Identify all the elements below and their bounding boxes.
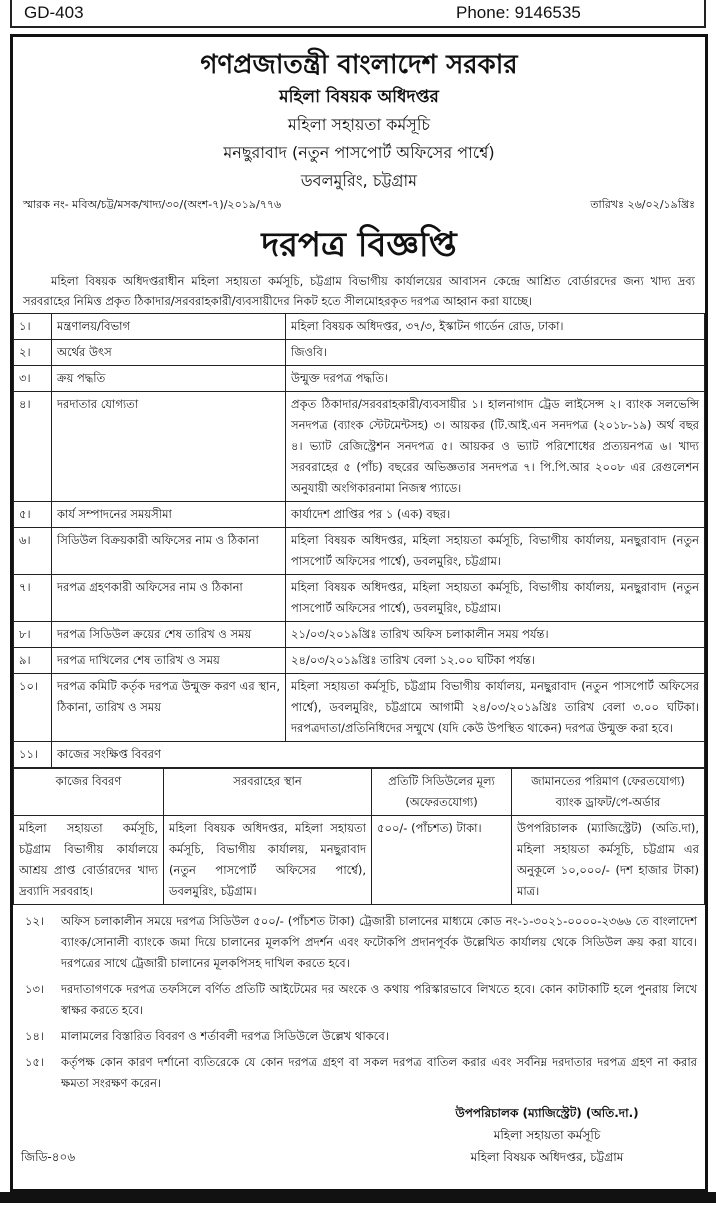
department-name: মহিলা বিষয়ক অধিদপ্তর (279, 87, 439, 107)
table-header-row (14, 769, 705, 816)
row-number: ১১। (14, 742, 52, 768)
address-line-2: ডবলমুরিং, চট্টগ্রাম (300, 171, 418, 190)
row-number: ১০। (14, 674, 52, 742)
column-header: প্রতিটি সিডিউলের মূল্য (অফেরতযোগ্য) (372, 769, 512, 816)
row-value: কার্যাদেশ প্রাপ্তির পর ১ (এক) বছর। (286, 502, 705, 528)
footer-code: জিডি-৪০৬ (21, 1150, 76, 1164)
row-value: উন্মুক্ত দরপত্র পদ্ধতি। (286, 366, 705, 392)
row-label: দরপত্র কমিটি কর্তৃক দরপত্র উন্মুক্ত করণ এর স্থান, ঠিকানা, তারিখ ও সময় (52, 674, 286, 742)
work-description-table (13, 768, 705, 905)
table-row (14, 314, 705, 340)
row-label: সিডিউল বিক্রয়কারী অফিসের নাম ও ঠিকানা (52, 528, 286, 575)
row-value: জিওবি। (286, 340, 705, 366)
row-label: দরপত্র দাখিলের শেষ তারিখ ও সময় (52, 648, 286, 674)
signatory-program: মহিলা সহায়তা কর্মসূচি (493, 1128, 601, 1142)
row-label: দরদাতার যোগ্যতা (52, 392, 286, 502)
row-label: অর্থের উৎস (52, 340, 286, 366)
item-number: ১৫। (25, 1055, 45, 1069)
column-header: সরবরাহের স্থান (164, 769, 372, 816)
list-item (13, 979, 705, 1021)
row-value: মহিলা বিষয়ক অধিদপ্তর, ৩৭/৩, ইস্কাটন গার্ডেন রোড, ঢাকা। (286, 314, 705, 340)
item-text: দরদাতাগণকে দরপত্র তফসিলে বর্ণিত প্রতিটি আইটেমের দর অংকে ও কথায় পরিস্কারভাবে লিখতে হবে। কোন কাটাকাটি হলে পুনরায় লিখে স্বাক্ষর করতে হবে। (61, 982, 697, 1017)
table-row (14, 622, 705, 648)
item-text: মালামলের বিস্তারিত বিবরণ ও শর্তাবলী দরপত্র সিডিউলে উল্লেখ থাকবে। (61, 1029, 389, 1043)
bottom-border (0, 1192, 716, 1203)
header-strip (10, 0, 706, 28)
memo-number: স্মারক নং- মবিঅ/চট্ট/মসক/খাদ্য/৩০/(অংশ-৭)/২০১৯/৭৭৬ (23, 198, 282, 211)
table-row (14, 742, 705, 768)
table-row (14, 340, 705, 366)
table-row (14, 502, 705, 528)
row-number: ২। (14, 340, 52, 366)
row-label: কার্য সম্পাদনের সময়সীমা (52, 502, 286, 528)
row-number: ১। (14, 314, 52, 340)
list-item (13, 1052, 705, 1094)
row-label: ক্রয় পদ্ধতি (52, 366, 286, 392)
row-value: মহিলা বিষয়ক অধিদপ্তর, মহিলা সহায়তা কর্মসূচি, বিভাগীয় কার্যালয়, মনছুরাবাদ (নতুন পাসপোর্ট অফিসের পার্শ্বে), ডবলমুরিং, চট্টগ্রাম। (286, 575, 705, 622)
table-row (14, 366, 705, 392)
notice-title: দরপত্র বিজ্ঞপ্তি (261, 225, 457, 265)
row-value: প্রকৃত ঠিকাদার/সরবরাহকারী/ব্যবসায়ীর ১। হালনাগাদ ট্রেড লাইসেন্স ২। ব্যাংক সলভেন্সি সনদপত্র (ব্যাংক স্টেটমেন্টসহ) ৩। আয়কর (টি.আই.এন সনদপত্র (২০১৮-১৯) অর্থ বছর ৪। ভ্যাট রেজিস্ট্রেশন সনদপত্র ৫। আয়কর ও ভ্যাট পরিশোধের প্রত্যয়নপত্র ৬। খাদ্য সরবরাহের ৫ (পাঁচ) বছরের অভিজ্ঞতার সনদপত্র ৭। পি.পি.আর ২০০৮ এর রেগুলেশন অনুযায়ী অংগিকারনামা নিজস্ব প্যাডে। (286, 392, 705, 502)
table-row (14, 674, 705, 742)
row-label: মন্ত্রণালয়/বিভাগ (52, 314, 286, 340)
table-cell: উপপরিচালক (ম্যাজিস্ট্রেট) (অতি.দা), মহিলা সহায়তা কর্মসূচি, চট্টগ্রাম এর অনুকূলে ১০,০০০/- (দশ হাজার টাকা) মাত্র। (512, 816, 705, 905)
item-text: অফিস চলাকালীন সময়ে দরপত্র সিডিউল ৫০০/- (পাঁচশত টাকা) ট্রেজারী চালানের মাধ্যমে কোড নং-১-৩০২১-০০০০-২৩৬৬ তে বাংলাদেশ ব্যাংক/সোনালী ব্যাংকে জমা দিয়ে চালানের মূলকপি প্রদর্শন এবং ফটোকপি প্রদানপূর্বক উল্লেখিত কার্যালয় থেকে সিডিউল ক্রয় করা যাবে। দরপত্রের সাথে ট্রেজারী চালানের মূলকপিসহ দাখিল করতে হবে। (61, 914, 697, 970)
row-value: মহিলা সহায়তা কর্মসূচি, চট্টগ্রাম বিভাগীয় কার্যালয়, মনছুরাবাদ (নতুন পাসপোর্ট অফিসের পার্শ্বে), ডবলমুরিং, চট্টগ্রামে আগামী ২৪/০৩/২০১৯খ্রিঃ তারিখ বেলা ৩.০০ ঘটিকা। দরপত্রদাতা/প্রতিনিধিদের সম্মুখে (যদি কেউ উপস্থিত থাকেন) দরপত্র উন্মুক্ত করা হবে। (286, 674, 705, 742)
list-item (13, 911, 705, 974)
table-cell: মহিলা বিষয়ক অধিদপ্তর, মহিলা সহায়তা কর্মসূচি, বিভাগীয় কার্যালয়, মনছুরাবাদ (নতুন পাসপোর্ট অফিসের পার্শ্বে), ডবলমুরিং, চট্টগ্রাম। (164, 816, 372, 905)
column-header: কাজের বিবরণ (14, 769, 164, 816)
government-title: গণপ্রজাতন্ত্রী বাংলাদেশ সরকার (200, 50, 518, 80)
column-header: জামানতের পরিমাণ (ফেরতযোগ্য) ব্যাংক ড্রাফট/পে-অর্ডার (512, 769, 705, 816)
program-name: মহিলা সহায়তা কর্মসূচি (287, 115, 431, 134)
row-label: কাজের সংক্ষিপ্ত বিবরণ (52, 742, 705, 768)
item-text: কর্তৃপক্ষ কোন কারণ দর্শানো ব্যতিরেকে যে কোন দরপত্র গ্রহণ বা সকল দরপত্র বাতিল করার এবং সর্বনিম্ন দরদাতার দরপত্র গ্রহণ না করার ক্ষমতা সংরক্ষণ করেন। (61, 1055, 697, 1090)
table-cell: ৫০০/- (পাঁচশত) টাকা। (372, 816, 512, 905)
memo-row (13, 195, 705, 215)
item-number: ১৩। (25, 982, 45, 996)
notice-date: তারিখঃ ২৬/০২/১৯খ্রিঃ (590, 198, 695, 211)
item-number: ১২। (25, 914, 45, 928)
signatory-office: মহিলা বিষয়ক অধিদপ্তর, চট্টগ্রাম (470, 1150, 624, 1164)
row-label: দরপত্র গ্রহণকারী অফিসের নাম ও ঠিকানা (52, 575, 286, 622)
row-number: ৪। (14, 392, 52, 502)
table-row (14, 648, 705, 674)
row-value: মহিলা বিষয়ক অধিদপ্তর, মহিলা সহায়তা কর্মসূচি, বিভাগীয় কার্যালয়, মনছুরাবাদ (নতুন পাসপোর্ট অফিসের পার্শ্বে), ডবলমুরিং, চট্টগ্রাম। (286, 528, 705, 575)
row-value: ২১/০৩/২০১৯খ্রিঃ তারিখ অফিস চলাকালীন সময় পর্যন্ত। (286, 622, 705, 648)
table-row (14, 528, 705, 575)
terms-list (13, 911, 705, 1094)
intro-paragraph: মহিলা বিষয়ক অধিদপ্তরাধীন মহিলা সহায়তা কর্মসূচি, চট্টগ্রাম বিভাগীয় কার্যালয়ের আবাসন কেন্দ্রে আশ্রিত বোর্ডারদের জন্য খাদ্য দ্রব্য সরবরাহের নিমিত্ত প্রকৃত ঠিকাদার/সরবরাহকারী/ব্যবসায়ীদের নিকট হতে সীলমোহরকৃত দরপত্র আহ্বান করা যাচ্ছে। (23, 274, 695, 308)
footer-row (13, 1102, 705, 1168)
row-value: ২৪/০৩/২০১৯খ্রিঃ তারিখ বেলা ১২.০০ ঘটিকা পর্যন্ত। (286, 648, 705, 674)
row-number: ৩। (14, 366, 52, 392)
table-row (14, 575, 705, 622)
gd-code: GD-403 (24, 3, 84, 22)
row-label: দরপত্র সিডিউল ক্রয়ের শেষ তারিখ ও সময় (52, 622, 286, 648)
tender-details-table (13, 313, 705, 768)
row-number: ৮। (14, 622, 52, 648)
row-number: ৯। (14, 648, 52, 674)
tender-notice (10, 34, 708, 1192)
signatory-designation: উপপরিচালক (ম্যাজিস্ট্রেট) (অতি.দা.) (455, 1106, 639, 1120)
address-line-1: মনছুরাবাদ (নতুন পাসপোর্ট অফিসের পার্শ্বে) (223, 143, 495, 162)
row-number: ৬। (14, 528, 52, 575)
row-number: ৭। (14, 575, 52, 622)
item-number: ১৪। (25, 1029, 45, 1043)
table-row (14, 392, 705, 502)
phone-number: Phone: 9146535 (456, 3, 581, 22)
row-number: ৫। (14, 502, 52, 528)
table-row (14, 816, 705, 905)
list-item (13, 1026, 705, 1047)
table-cell: মহিলা সহায়তা কর্মসূচি, চট্টগ্রাম বিভাগীয় কার্যালয়ে আশ্রয় প্রাপ্ত বোর্ডারদের খাদ্য দ্রব্যাদি সরবরাহ। (14, 816, 164, 905)
signature-block (397, 1102, 697, 1168)
